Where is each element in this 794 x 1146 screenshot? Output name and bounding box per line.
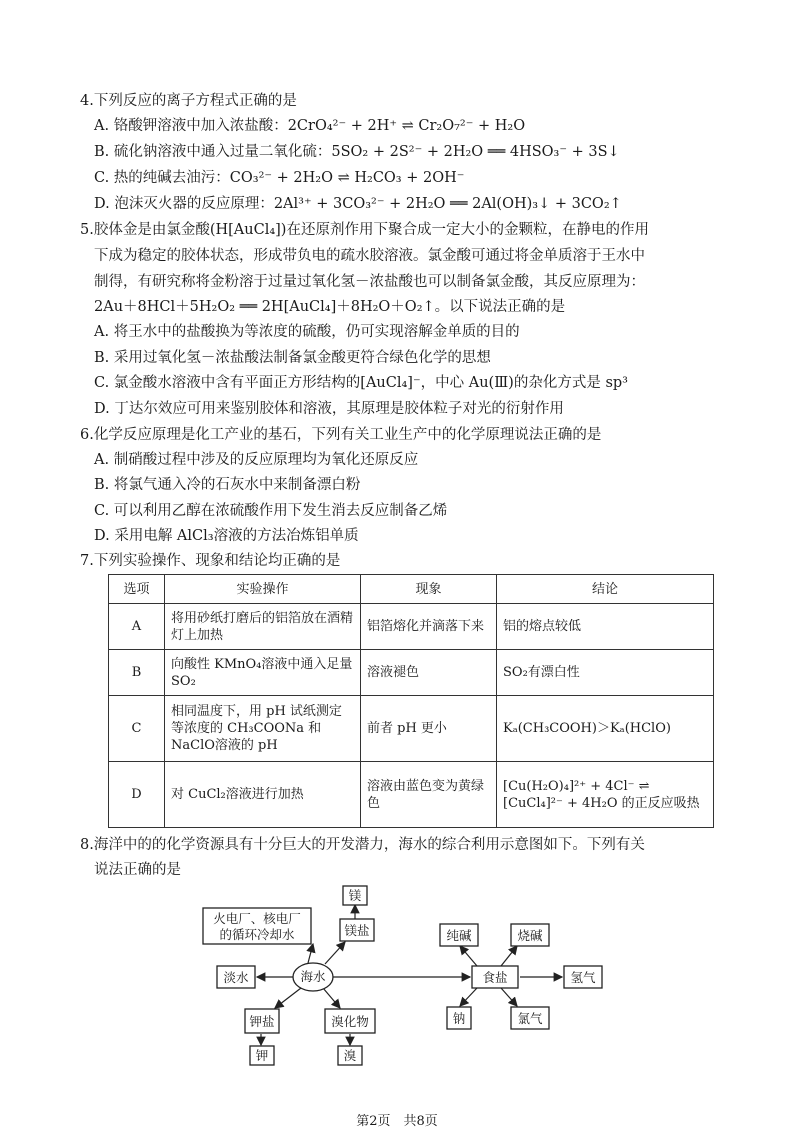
q6-option-d: D. 采用电解 AlCl₃溶液的方法冶炼铝单质 — [94, 528, 359, 544]
table-row — [109, 762, 714, 828]
row-conclusion: SO₂有漂白性 — [497, 650, 714, 696]
header-option: 选项 — [109, 575, 165, 604]
arrow-to-k-salt — [275, 988, 301, 1008]
header-conclusion: 结论 — [497, 575, 714, 604]
q5-option-a: A. 将王水中的盐酸换为等浓度的硫酸，仍可实现溶解金单质的目的 — [94, 324, 520, 340]
bromide-label: 溴化物 — [331, 1014, 369, 1029]
q5-stem-line3: 制得，有研究称将金粉溶于过量过氧化氢－浓盐酸也可以制备氯金酸，其反应原理为： — [94, 274, 645, 290]
table-row — [109, 650, 714, 696]
q5-option-b: B. 采用过氧化氢－浓盐酸法制备氯金酸更符合绿色化学的思想 — [94, 350, 491, 366]
q5-option-d: D. 丁达尔效应可用来鉴别胶体和溶液，其原理是胶体粒子对光的衍射作用 — [94, 401, 564, 417]
hydrogen-label: 氢气 — [570, 970, 596, 985]
power-plant-label-line2: 的循环冷却水 — [219, 927, 295, 942]
arrow-to-caustic — [501, 946, 517, 966]
row-option: D — [109, 762, 165, 828]
page-number: 第2页 共8页 — [356, 1114, 438, 1129]
q6-option-b: B. 将氯气通入冷的石灰水中来制备漂白粉 — [94, 477, 361, 493]
row-phenomenon: 前者 pH 更小 — [361, 696, 497, 762]
arrow-to-mg-salt — [325, 942, 345, 964]
arrow-to-sodium — [460, 988, 477, 1006]
q6-stem: 6.化学反应原理是化工产业的基石，下列有关工业生产中的化学原理说法正确的是 — [80, 427, 602, 443]
table-row — [109, 696, 714, 762]
q7-stem: 7.下列实验操作、现象和结论均正确的是 — [80, 553, 341, 569]
row-option: B — [109, 650, 165, 696]
arrow-to-soda — [460, 946, 477, 966]
seawater-diagram — [195, 882, 615, 1072]
row-operation: 向酸性 KMnO₄溶液中通入足量 SO₂ — [165, 650, 361, 696]
row-conclusion: [Cu(H₂O)₄]²⁺ + 4Cl⁻ ⇌ [CuCl₄]²⁻ + 4H₂O 的正反应吸热 — [497, 762, 714, 828]
q4-option-a: A. 铬酸钾溶液中加入浓盐酸：2CrO₄²⁻ + 2H⁺ ⇌ Cr₂O₇²⁻ + H₂O — [94, 118, 526, 134]
row-phenomenon: 铝箔熔化并滴落下来 — [361, 604, 497, 650]
salt-label: 食盐 — [482, 970, 508, 985]
q7-table — [108, 574, 714, 828]
k-salt-label: 钾盐 — [249, 1014, 275, 1029]
mg-salt-label: 镁盐 — [344, 923, 370, 938]
row-operation: 相同温度下，用 pH 试纸测定等浓度的 CH₃COONa 和 NaClO溶液的 pH — [165, 696, 361, 762]
q6-option-c: C. 可以利用乙醇在浓硫酸作用下发生消去反应制备乙烯 — [94, 503, 448, 519]
seawater-label: 海水 — [300, 969, 326, 984]
q4-stem: 4.下列反应的离子方程式正确的是 — [80, 93, 297, 109]
q6-option-a: A. 制硝酸过程中涉及的反应原理均为氧化还原反应 — [94, 452, 419, 468]
arrow-to-chlorine — [501, 988, 517, 1006]
table-header-row — [109, 575, 714, 604]
arrow-to-bromide — [323, 988, 340, 1008]
row-option: A — [109, 604, 165, 650]
q8-stem-line2: 说法正确的是 — [94, 862, 181, 878]
row-operation: 将用砂纸打磨后的铝箔放在酒精灯上加热 — [165, 604, 361, 650]
q4-option-c: C. 热的纯碱去油污：CO₃²⁻ + 2H₂O ⇌ H₂CO₃ + 2OH⁻ — [94, 170, 465, 186]
q5-stem-line4: 2Au＋8HCl＋5H₂O₂ ══ 2H[AuCl₄]＋8H₂O＋O₂↑。以下说法正确的是 — [94, 299, 566, 315]
chlorine-label: 氯气 — [517, 1011, 543, 1026]
q4-option-d: D. 泡沫灭火器的反应原理：2Al³⁺ + 3CO₃²⁻ + 2H₂O ══ 2Al(OH)₃↓ + 3CO₂↑ — [94, 196, 622, 212]
mg-label: 镁 — [348, 888, 362, 903]
sodium-label: 钠 — [452, 1011, 466, 1026]
row-conclusion: Kₐ(CH₃COOH)＞Kₐ(HClO) — [497, 696, 714, 762]
table-row — [109, 604, 714, 650]
k-label: 钾 — [255, 1048, 269, 1063]
q5-option-c: C. 氯金酸水溶液中含有平面正方形结构的[AuCl₄]⁻，中心 Au(Ⅲ)的杂化方式是 sp³ — [94, 375, 628, 391]
br-label: 溴 — [343, 1048, 357, 1063]
power-plant-label-line1: 火电厂、核电厂 — [213, 911, 301, 926]
arrow-to-power — [308, 944, 313, 963]
header-phenomenon: 现象 — [361, 575, 497, 604]
soda-label: 纯碱 — [446, 928, 472, 943]
row-option: C — [109, 696, 165, 762]
q5-stem-line2: 下成为稳定的胶体状态，形成带负电的疏水胶溶液。氯金酸可通过将金单质溶于王水中 — [94, 248, 645, 264]
row-conclusion: 铝的熔点较低 — [497, 604, 714, 650]
row-phenomenon: 溶液褪色 — [361, 650, 497, 696]
q4-option-b: B. 硫化钠溶液中通入过量二氧化硫：5SO₂ + 2S²⁻ + 2H₂O ══ 4HSO₃⁻ + 3S↓ — [94, 144, 620, 160]
fresh-water-label: 淡水 — [223, 970, 249, 985]
caustic-label: 烧碱 — [517, 928, 543, 943]
row-operation: 对 CuCl₂溶液进行加热 — [165, 762, 361, 828]
q5-stem-line1: 5.胶体金是由氯金酸(H[AuCl₄])在还原剂作用下聚合成一定大小的金颗粒，在静电的作用 — [80, 222, 649, 238]
q8-stem-line1: 8.海洋中的的化学资源具有十分巨大的开发潜力，海水的综合利用示意图如下。下列有关 — [80, 837, 645, 853]
header-operation: 实验操作 — [165, 575, 361, 604]
row-phenomenon: 溶液由蓝色变为黄绿色 — [361, 762, 497, 828]
